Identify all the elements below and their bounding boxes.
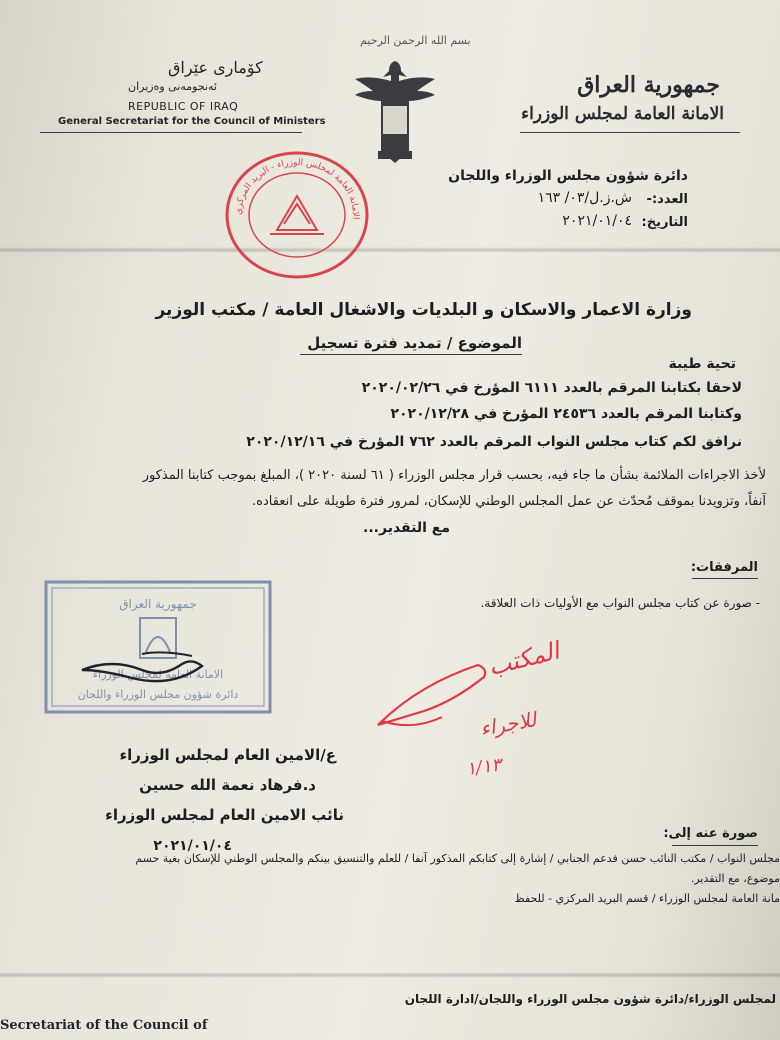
attachment-item: - صورة عن كتاب مجلس النواب مع الأوليات ذات العلاقة.: [480, 596, 760, 610]
reference-number-value: ش.ز.ل/٠٣/ ١٦٣: [537, 190, 632, 206]
letterhead-rule: [520, 132, 740, 133]
letterhead-arabic-subtitle: الامانة العامة لمجلس الوزراء: [521, 104, 724, 124]
department-seal-stamp: [42, 578, 274, 716]
blue-stamp-top-text: جمهورية العراق: [119, 597, 197, 611]
reference-line-2: وكتابنا المرقم بالعدد ٢٤٥٣٦ المؤرخ في ٢٠٢٠/١٢/٢٨: [390, 406, 742, 422]
basmala: بسم الله الرحمن الرحيم: [360, 34, 471, 47]
copies-label: صورة عنه إلى:: [663, 826, 758, 841]
subject-underline: [300, 354, 522, 355]
signature-date: ٢٠٢١/٠١/٠٤: [153, 838, 232, 854]
paper-fold: [0, 247, 780, 253]
attachments-underline: [692, 578, 758, 579]
letterhead-rule: [40, 132, 302, 133]
handwritten-minute-note: [372, 636, 563, 785]
letterhead-english-title: REPUBLIC OF IRAQ: [128, 100, 239, 113]
handwritten-note-line-2: للاجراء: [478, 707, 538, 741]
letterhead-kurdish-title: كۆمارى عێراق: [168, 58, 263, 77]
blue-stamp-mid-text: الامانة العامة لمجلس الوزراء: [92, 668, 224, 681]
copies-underline: [672, 845, 758, 846]
signatory-name: د.فرهاد نعمة الله حسين: [139, 776, 316, 794]
central-mail-stamp: [222, 150, 372, 280]
copy-recipient-line-3: مانة العامة لمجلس الوزراء / قسم البريد المركزي - للحفظ: [514, 892, 780, 905]
department-name: دائرة شؤون مجلس الوزراء واللجان: [448, 168, 688, 184]
date-value: ٢٠٢١/٠١/٠٤: [562, 213, 632, 229]
letterhead-kurdish-subtitle: ئەنجومەنی وەزیران: [128, 80, 217, 93]
letterhead-arabic-title: جمهورية العراق: [577, 72, 720, 98]
body-paragraph-line-1: لأخذ الاجراءات الملائمة بشأن ما جاء فيه، بحسب قرار مجلس الوزراء ( ٦١ لسنة ٢٠٢٠ )، المبلغ بموجب كتابنا المذكور: [142, 468, 766, 483]
reference-line-1: لاحقا بكتابنا المرقم بالعدد ٦١١١ المؤرخ في ٢٠٢٠/٠٢/٢٦: [361, 380, 742, 396]
attachments-label: المرفقات:: [690, 560, 758, 575]
closing: مع التقدير...: [363, 520, 450, 536]
red-stamp-ring-text: الامانة العامة لمجلس الوزراء - البريد المركزي: [233, 157, 361, 220]
paper-fold: [0, 972, 780, 978]
blue-stamp-bottom-text: دائرة شؤون مجلس الوزراء واللجان: [77, 688, 239, 701]
handwritten-note-line-3: ١/١٣: [464, 754, 503, 781]
addressee: وزارة الاعمار والاسكان و البلديات والاشغال العامة / مكتب الوزير: [155, 300, 692, 320]
signatory-on-behalf: ع/الامين العام لمجلس الوزراء: [119, 746, 336, 764]
copy-recipient-line-2: موضوع، مع التقدير.: [690, 872, 780, 885]
reference-number-label: العدد:-: [646, 192, 688, 207]
body-paragraph-line-2: آنفاً، وتزويدنا بموقف مُحدّث عن عمل المجلس الوطني للإسكان، لمرور فترة طويلة على انعقاده.: [252, 494, 766, 509]
handwritten-note-line-1: المكتب: [485, 636, 563, 682]
greeting: تحية طيبة: [668, 356, 736, 372]
signatory-title: نائب الامين العام لمجلس الوزراء: [105, 806, 344, 824]
subject: الموضوع / تمديد فترة تسجيل: [307, 334, 522, 352]
date-label: التاريخ:: [641, 215, 688, 230]
footer-arabic: لمجلس الوزراء/دائرة شؤون مجلس الوزراء واللجان/ادارة اللجان: [404, 992, 776, 1006]
reference-line-3: نرافق لكم كتاب مجلس النواب المرقم بالعدد ٧٦٢ المؤرخ في ٢٠٢٠/١٢/١٦: [246, 434, 742, 450]
copy-recipient-line-1: مجلس النواب / مكتب النائب حسن فدعم الجنابي / إشارة إلى كتابكم المذكور آنفا / للعلم والتنسيق بينكم والمجلس الوطني للإسكان بغية حسم: [135, 852, 780, 865]
letterhead-english-subtitle: General Secretariat for the Council of Ministers: [58, 116, 326, 127]
footer-english: Secretariat of the Council of: [0, 1018, 208, 1033]
